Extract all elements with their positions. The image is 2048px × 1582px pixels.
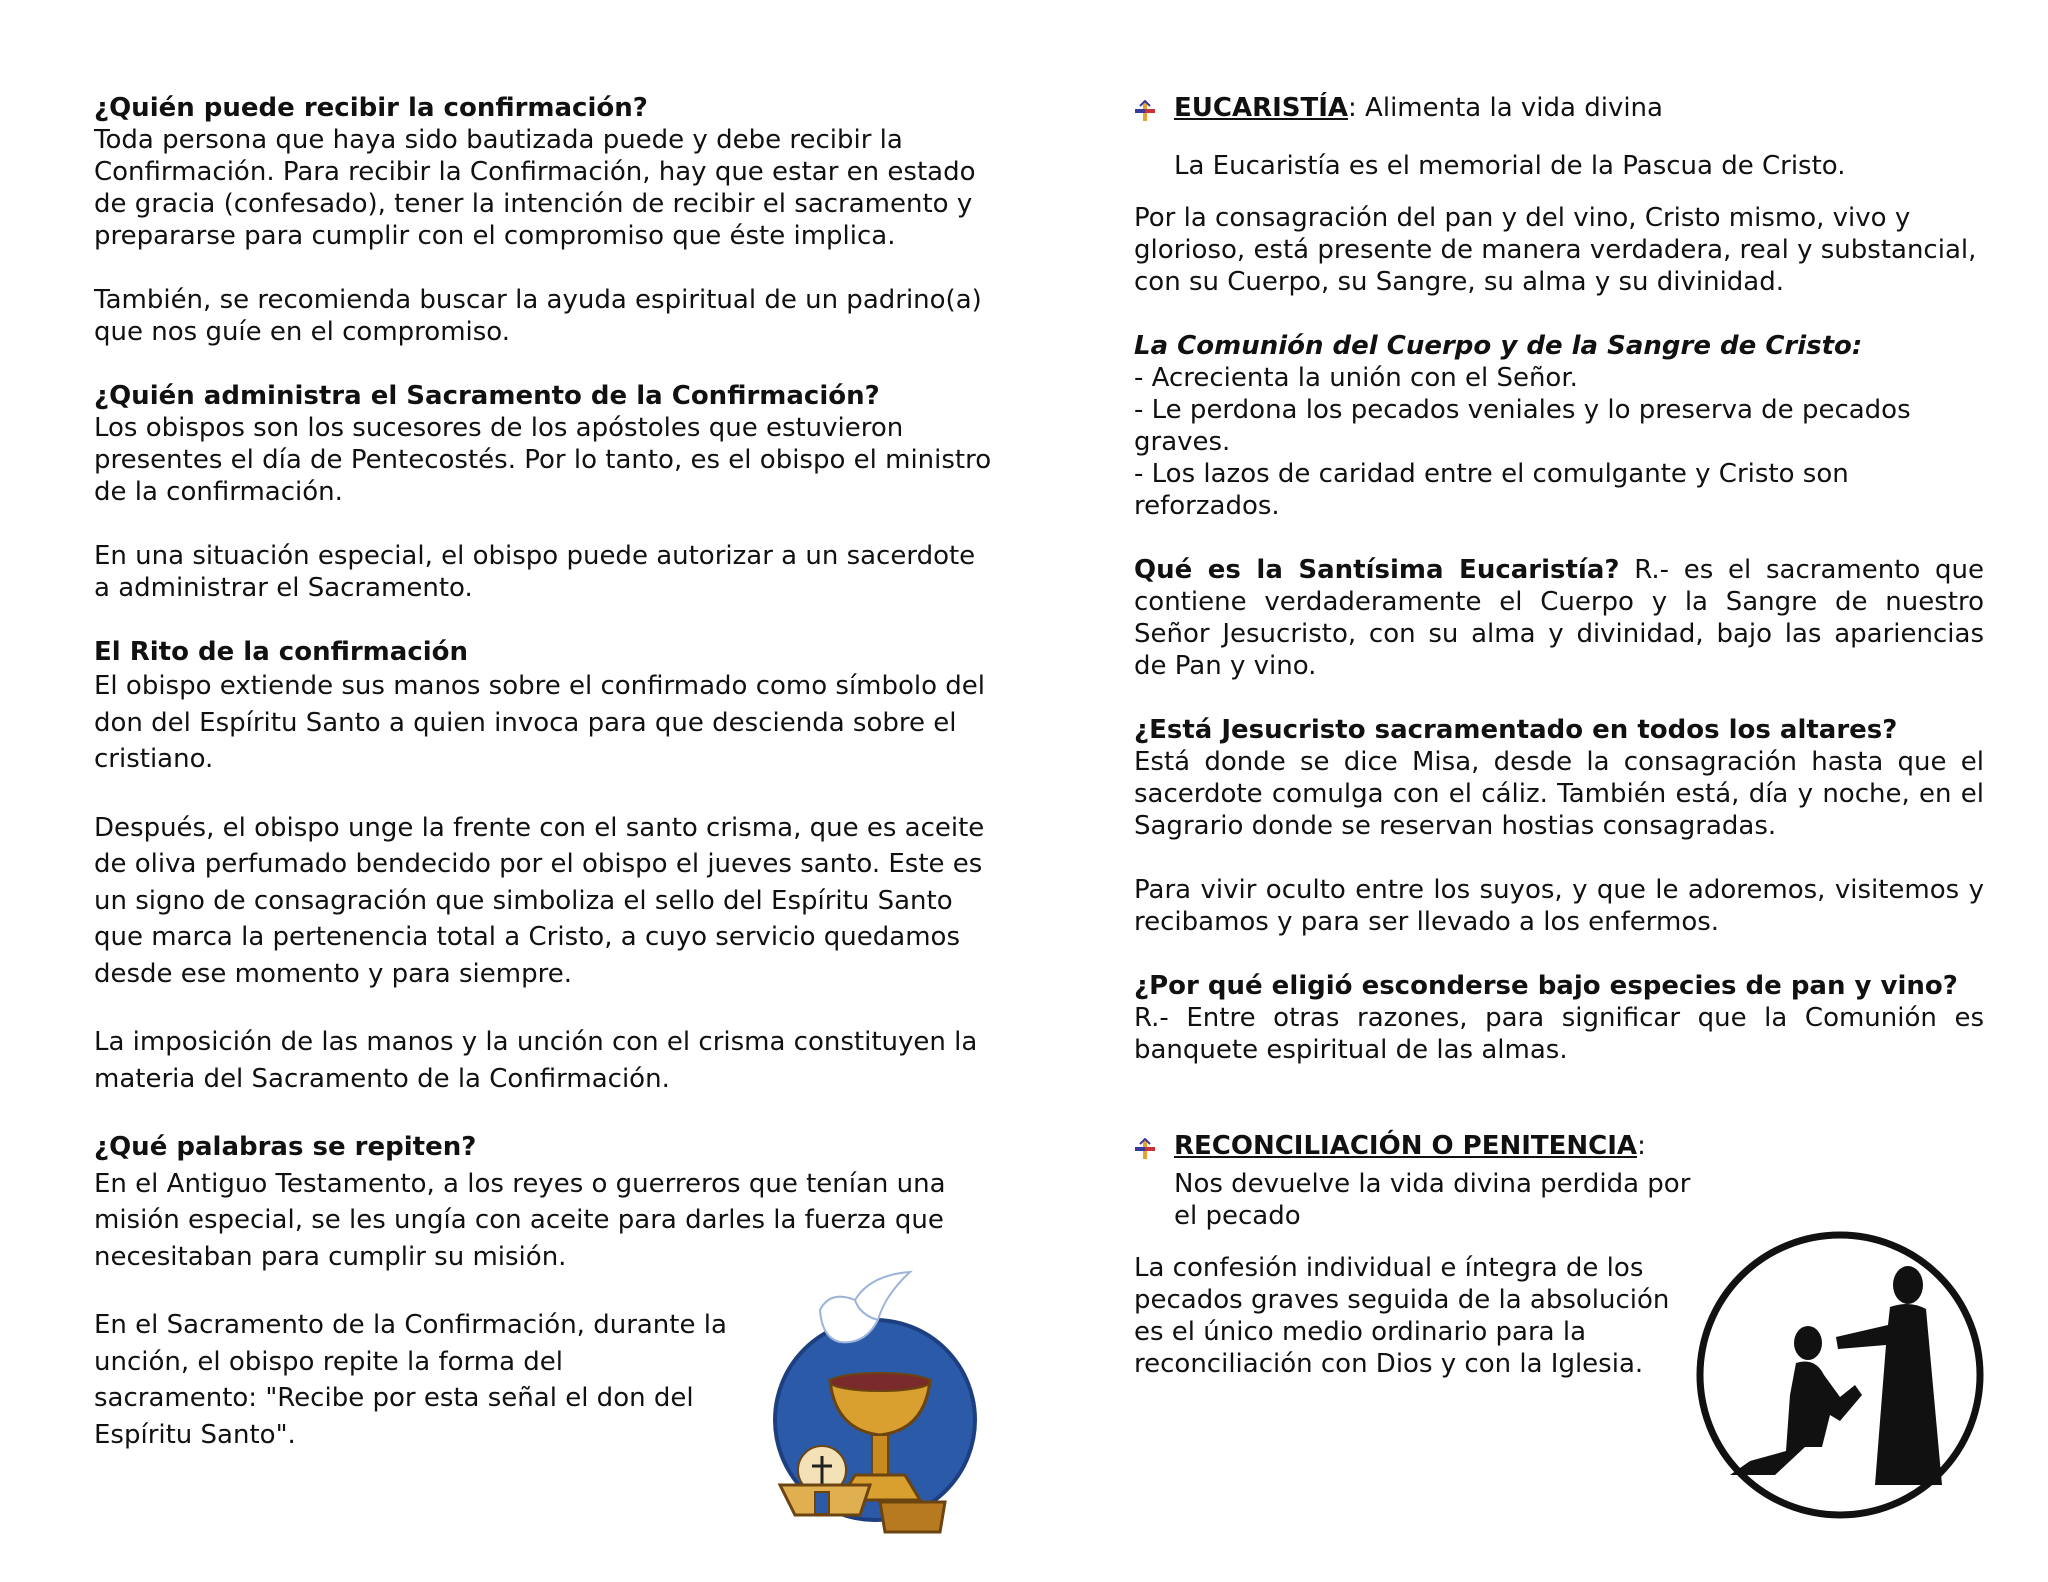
arrow-bullet-icon: [1134, 1130, 1174, 1168]
rito-paragraph-1: El obispo extiende sus manos sobre el confirmado como símbolo del don del Espíritu Santo a quien invoca para que descienda sobre el cristiano.: [94, 671, 986, 774]
santisima-answer: R.- es el sacramento que contiene verdaderamente el Cuerpo y la Sangre de nuestro Señor Jesucristo, con su alma y divinidad, bajo las apariencias de Pan y vino.: [1134, 555, 1984, 681]
q3-paragraph-2: En el Sacramento de la Confirmación, durante la unción, el obispo repite la forma del sacramento: "Recibe por esta señal el don del Espíritu Santo".: [94, 1310, 727, 1450]
right-column: [1134, 92, 1984, 1380]
eucaristia-heading-row: [1134, 92, 1984, 130]
reconciliacion-heading-row: [1134, 1130, 1984, 1168]
rito-paragraph-3: La imposición de las manos y la unción con el crisma constituyen la materia del Sacramento de la Confirmación.: [94, 1027, 978, 1094]
rito-paragraph-2: Después, el obispo unge la frente con el santo crisma, que es aceite de oliva perfumado bendecido por el obispo el jueves santo. Este es un signo de consagración que simboliza el sello del Espíritu Santo que marca la pertenencia total a Cristo, a cuyo servicio quedamos desde ese momento y para siempre.: [94, 812, 985, 989]
arrow-bullet-icon: [1134, 92, 1174, 130]
eucaristia-paragraph: Por la consagración del pan y del vino, Cristo mismo, vivo y glorioso, está presente de manera verdadera, real y substancial, con su Cuerpo, su Sangre, su alma y su divinidad.: [1134, 203, 1977, 297]
q1-heading: ¿Quién puede recibir la confirmación?: [94, 93, 648, 123]
eucaristia-title: EUCARISTÍA: [1174, 93, 1349, 123]
q1-paragraph: Toda persona que haya sido bautizada puede y debe recibir la Confirmación. Para recibir la Confirmación, hay que estar en estado de gracia (confesado), tener la intención de recibir el sacramento y prepararse para cumplir con el compromiso que éste implica.: [94, 125, 976, 251]
q1-paragraph-2: También, se recomienda buscar la ayuda espiritual de un padrino(a) que nos guíe en el compromiso.: [94, 285, 982, 347]
eucaristia-subtitle: : Alimenta la vida divina: [1348, 93, 1663, 123]
q3-paragraph-1: En el Antiguo Testamento, a los reyes o guerreros que tenían una misión especial, se les ungía con aceite para darles la fuerza que necesitaban para cumplir su misión.: [94, 1168, 946, 1272]
q2-paragraph: Los obispos son los sucesores de los apóstoles que estuvieron presentes el día de Pentecostés. Por lo tanto, es el obispo el ministro de la confirmación.: [94, 413, 992, 507]
left-column: [94, 92, 994, 1453]
santisima-question: Qué es la Santísima Eucaristía?: [1134, 555, 1620, 585]
sacramentado-answer: Está donde se dice Misa, desde la consagración hasta que el sacerdote comulga con el cáliz. También está, día y noche, en el Sagrario donde se reservan hostias consagradas.: [1134, 747, 1984, 841]
comunion-item: - Los lazos de caridad entre el comulgante y Cristo son reforzados.: [1134, 459, 1849, 521]
q2-heading: ¿Quién administra el Sacramento de la Confirmación?: [94, 381, 880, 411]
confession-illustration: [1690, 1225, 1990, 1525]
sacramentado-answer-2: Para vivir oculto entre los suyos, y que le adoremos, visitemos y recibamos y para ser llevado a los enfermos.: [1134, 875, 1984, 937]
q2-paragraph-2: En una situación especial, el obispo puede autorizar a un sacerdote a administrar el Sacramento.: [94, 541, 976, 603]
q3-heading: ¿Qué palabras se repiten?: [94, 1132, 477, 1162]
sacramentado-question: ¿Está Jesucristo sacramentado en todos los altares?: [1134, 715, 1898, 745]
santisima-block: [1134, 554, 1984, 682]
especies-question: ¿Por qué eligió esconderse bajo especies de pan y vino?: [1134, 971, 1958, 1001]
comunion-heading: La Comunión del Cuerpo y de la Sangre de Cristo:: [1134, 331, 1863, 361]
reconciliacion-colon: :: [1637, 1131, 1646, 1161]
comunion-item: - Acrecienta la unión con el Señor.: [1134, 363, 1578, 393]
reconciliacion-paragraph: La confesión individual e íntegra de los pecados graves seguida de la absolución es el único medio ordinario para la reconciliación con Dios y con la Iglesia.: [1134, 1253, 1670, 1379]
rito-heading: El Rito de la confirmación: [94, 637, 469, 667]
comunion-item: - Le perdona los pecados veniales y lo preserva de pecados graves.: [1134, 395, 1911, 457]
especies-answer: R.- Entre otras razones, para significar que la Comunión es banquete espiritual de las almas.: [1134, 1003, 1984, 1065]
eucaristia-memorial: La Eucaristía es el memorial de la Pascua de Cristo.: [1174, 151, 1846, 181]
reconciliacion-subtitle: Nos devuelve la vida divina perdida por el pecado: [1174, 1169, 1691, 1231]
dove-chalice-illustration: [760, 1270, 1000, 1550]
reconciliacion-title: RECONCILIACIÓN O PENITENCIA: [1174, 1131, 1638, 1161]
